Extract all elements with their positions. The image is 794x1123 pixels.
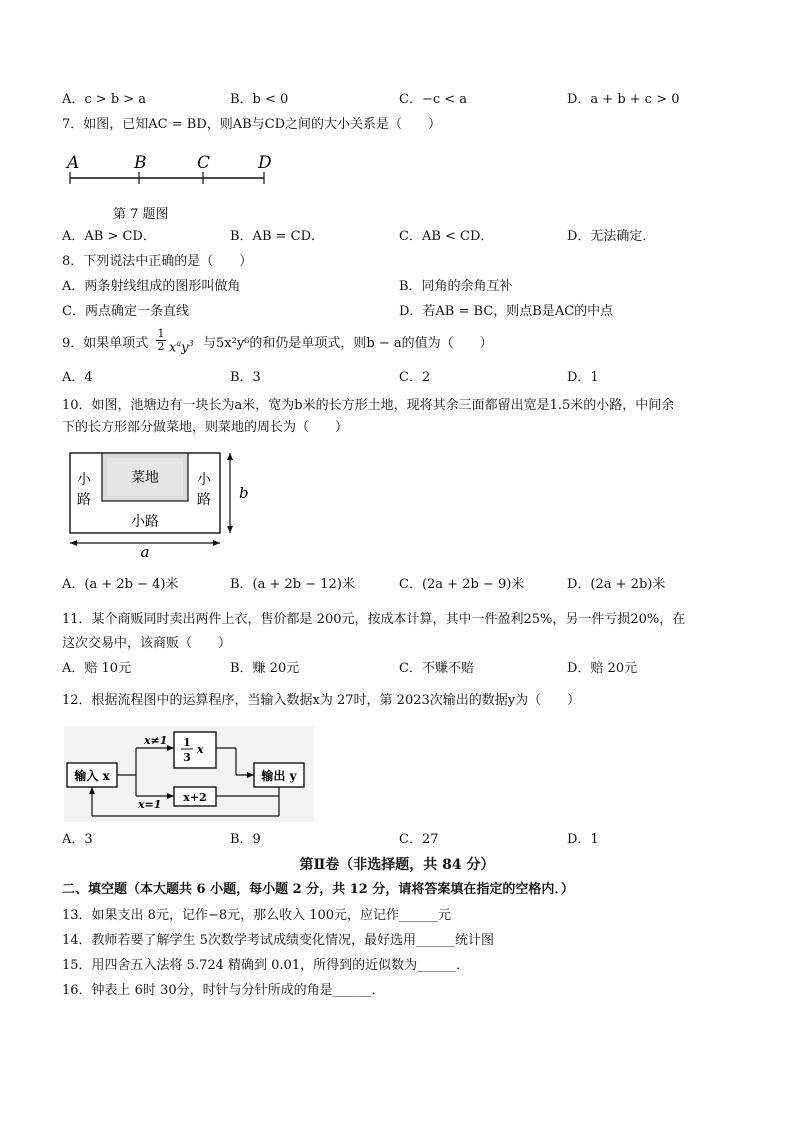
q12-options (62, 830, 742, 850)
option-a[interactable]: A．赔 10元 (62, 661, 132, 676)
part2-title: 第Ⅱ卷（非选择题，共 84 分） (299, 857, 495, 873)
option-d[interactable]: D．赔 20元 (567, 661, 638, 676)
q7-options (62, 227, 742, 247)
fill-q16: 16．钟表上 6时 30分，时针与分针所成的角是______． (62, 983, 385, 998)
q10-stem-line2: 下的长方形部分做菜地，则菜地的周长为（ ） (62, 420, 349, 435)
part2-section-heading: 二、填空题（本大题共 6 小题，每小题 2 分，共 12 分，请将答案填在指定的空格内．） (62, 882, 574, 897)
q10-figure (62, 450, 252, 562)
option-d[interactable]: D．若AB = BC，则点B是AC的中点 (399, 304, 614, 319)
q9-text-pre: 9．如果单项式 (62, 336, 149, 351)
option-b[interactable]: B．(a + 2b − 12)米 (230, 577, 355, 592)
op-top-box (174, 732, 216, 768)
q12-stem: 12．根据流程图中的运算程序，当输入数据x为 27时，第 2023次输出的数据y为（ ） (62, 693, 581, 708)
option-b[interactable]: B．9 (230, 832, 261, 847)
fill-q15: 15．用四舍五入法将 5.724 精确到 0.01，所得到的近似数为______． (62, 958, 470, 973)
option-c[interactable]: C．(2a + 2b − 9)米 (399, 577, 525, 592)
garden-label: 菜地 (131, 470, 159, 486)
q9-monomial: $x^ay^3$ (169, 339, 194, 356)
cond-top: x≠1 (144, 734, 168, 747)
q8-stem: 8．下列说法中正确的是（ ） (62, 254, 253, 269)
option-c[interactable]: C．不赚不赔 (399, 661, 474, 676)
option-d[interactable]: D．a + b + c > 0 (567, 92, 680, 107)
option-d[interactable]: D．(2a + 2b)米 (567, 577, 666, 592)
option-c[interactable]: C．2 (399, 370, 431, 385)
option-a[interactable]: A．(a + 2b − 4)米 (62, 577, 179, 592)
option-a[interactable]: A．AB > CD． (62, 229, 156, 244)
q9-fraction: 1 2 (157, 327, 165, 353)
path-right-label-1: 小 (197, 472, 211, 488)
option-c[interactable]: C．AB < CD． (399, 229, 494, 244)
output-label: 输出 y (261, 769, 297, 783)
q7-figure (64, 148, 284, 192)
q11-options (62, 659, 742, 679)
q10-options (62, 575, 742, 595)
path-left-label-2: 路 (77, 492, 91, 508)
option-b[interactable]: B．3 (230, 370, 261, 385)
option-a[interactable]: A．4 (62, 370, 93, 385)
q8-options-row1 (62, 277, 742, 297)
option-d[interactable]: D．1 (567, 370, 599, 385)
op-top-num: 1 (183, 736, 191, 749)
point-b-label: B (134, 153, 147, 173)
q7-caption: 第 7 题图 (113, 207, 169, 222)
option-b[interactable]: B．同角的余角互补 (399, 279, 513, 294)
point-c-label: C (197, 153, 211, 173)
q6-options (62, 90, 742, 110)
q11-stem-line2: 这次交易中，该商贩（ ） (62, 636, 232, 651)
path-bottom-label: 小路 (131, 514, 159, 530)
point-a-label: A (67, 153, 80, 173)
op-top-var: x (197, 743, 204, 756)
path-right-label-2: 路 (197, 492, 211, 508)
q7-stem: 7．如图，已知AC = BD，则AB与CD之间的大小关系是（ ） (62, 117, 442, 132)
option-a[interactable]: A．3 (62, 832, 93, 847)
option-b[interactable]: B．AB = CD． (230, 229, 325, 244)
point-d-label: D (258, 153, 272, 173)
label-a: a (140, 543, 150, 561)
q11-stem-line1: 11．某个商贩同时卖出两件上衣，售价都是 200元，按成本计算，其中一件盈利25%，另一件亏损20%，在 (62, 612, 686, 627)
option-d[interactable]: D．无法确定． (567, 229, 656, 244)
option-b[interactable]: B．赚 20元 (230, 661, 300, 676)
option-c[interactable]: C．27 (399, 832, 439, 847)
cond-bottom: x=1 (138, 798, 162, 811)
option-a[interactable]: A．c > b > a (62, 92, 147, 107)
q8-options-row2 (62, 302, 742, 322)
input-label: 输入 x (74, 769, 110, 783)
q12-flowchart (64, 726, 314, 822)
label-b: b (239, 484, 249, 502)
fill-q14: 14．教师若要了解学生 5次数学考试成绩变化情况，最好选用______统计图 (62, 933, 494, 948)
option-a[interactable]: A．两条射线组成的图形叫做角 (62, 279, 241, 294)
option-d[interactable]: D．1 (567, 832, 599, 847)
fill-q13: 13．如果支出 8元，记作−8元，那么收入 100元，应记作______元 (62, 908, 452, 923)
option-c[interactable]: C．两点确定一条直线 (62, 304, 189, 319)
path-left-label-1: 小 (77, 472, 91, 488)
op-bottom-label: x+2 (183, 791, 207, 804)
option-b[interactable]: B．b < 0 (230, 92, 289, 107)
q10-stem-line1: 10．如图，池塘边有一块长为a米，宽为b米的长方形土地，现将其余三面都留出宽是1.5米的小路，中间余 (62, 398, 675, 413)
op-top-den: 3 (183, 751, 191, 764)
q9-text-full: 与5x²y⁶的和仍是单项式，则b − a的值为（ ） (203, 336, 493, 351)
option-c[interactable]: C．−c < a (399, 92, 468, 107)
q9-options (62, 368, 742, 388)
q9-stem (62, 327, 742, 360)
